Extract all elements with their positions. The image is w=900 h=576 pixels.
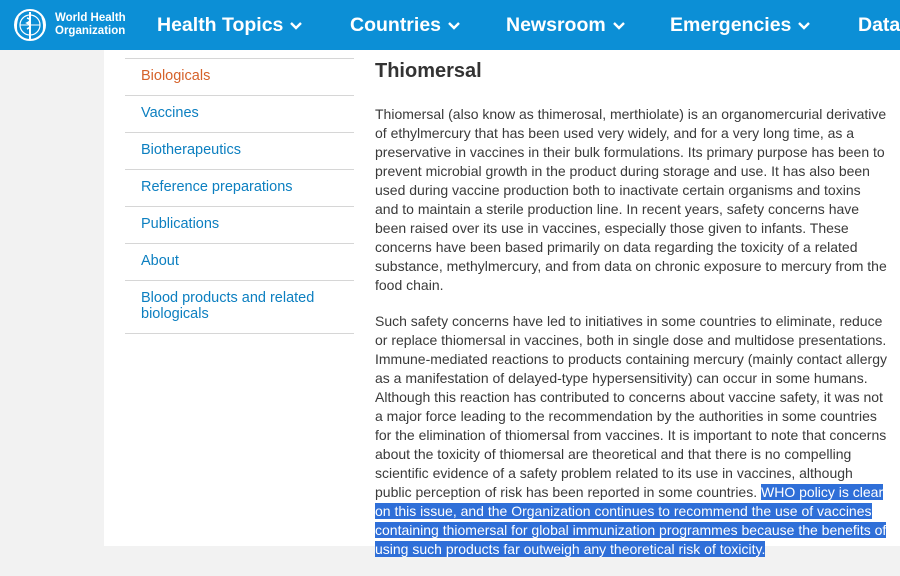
sidebar-item-biologicals[interactable]: Biologicals [125, 58, 354, 96]
sidebar-item-vaccines[interactable]: Vaccines [125, 96, 354, 133]
nav-data[interactable] [858, 13, 900, 37]
nav-health-topics[interactable] [157, 13, 302, 37]
sidebar-item-reference-preparations[interactable]: Reference preparations [125, 170, 354, 207]
logo-text [55, 12, 126, 38]
logo-line-1: World Health [55, 12, 126, 24]
sidebar-item-about[interactable]: About [125, 244, 354, 281]
sidebar-item-biotherapeutics[interactable]: Biotherapeutics [125, 133, 354, 170]
nav-newsroom[interactable] [506, 13, 625, 37]
logo-line-2: Organization [55, 25, 126, 37]
chevron-down-icon [798, 22, 810, 30]
article-paragraph-2 [375, 312, 887, 559]
nav-countries[interactable] [350, 13, 460, 37]
chevron-down-icon [448, 22, 460, 30]
selected-text[interactable]: WHO policy is clear on this issue, and the Organization continues to recommend the use of vaccines containing thiomersal for global immunization programmes because the benefits of using such products far outweigh any theoretical risk of toxicity. [375, 484, 887, 557]
content-page [104, 50, 900, 557]
paragraph-2-text: Such safety concerns have led to initiatives in some countries to eliminate, reduce or replace thiomersal in vaccines, both in single dose and multidose presentations. Immune-mediated reactions to products containing mercury (mainly contact allergy as a manifestation of delayed-type hypersensitivity) can occur in some humans. Although this reaction has contributed to concerns about vaccine safety, it was not a major force leading to the recommendation by the authorities in some countries for the elimination of thiomersal from vaccines. It is important to note that concerns about the toxicity of thiomersal are theoretical and that there is no compelling scientific evidence of a safety problem related to its use in vaccines, although public perception of risk has been reported in some countries. [375, 313, 888, 500]
chevron-down-icon [613, 22, 625, 30]
sidebar-item-publications[interactable]: Publications [125, 207, 354, 244]
page-title: Thiomersal [375, 60, 482, 82]
sidebar [125, 58, 354, 334]
who-logo[interactable] [12, 7, 132, 43]
who-emblem-icon [12, 7, 50, 43]
chevron-down-icon [290, 22, 302, 30]
nav-health-topics-label: Health Topics [157, 13, 284, 36]
nav-emergencies-label: Emergencies [670, 13, 792, 36]
article [375, 59, 887, 576]
nav-newsroom-label: Newsroom [506, 13, 606, 36]
nav-data-label: Data [858, 13, 900, 36]
top-navigation-bar [0, 0, 900, 50]
nav-emergencies[interactable] [670, 13, 810, 37]
article-paragraph-1: Thiomersal (also know as thimerosal, merthiolate) is an organomercurial derivative of ethylmercury that has been used very widely, and for a very long time, as a preservative in vaccines in their bulk formulations. Its primary purpose has been to prevent microbial growth in the product during storage and use. It has also been used during vaccine production both to inactivate certain organisms and toxins and to maintain a sterile production line. In recent years, safety concerns have been raised over its use in vaccines, especially those given to infants. These concerns have been based primarily on data regarding the toxicity of a related substance, methylmercury, and from data on chronic exposure to mercury from the food chain. [375, 106, 887, 293]
nav-countries-label: Countries [350, 13, 442, 36]
sidebar-item-blood-products[interactable]: Blood products and related biologicals [125, 281, 354, 334]
